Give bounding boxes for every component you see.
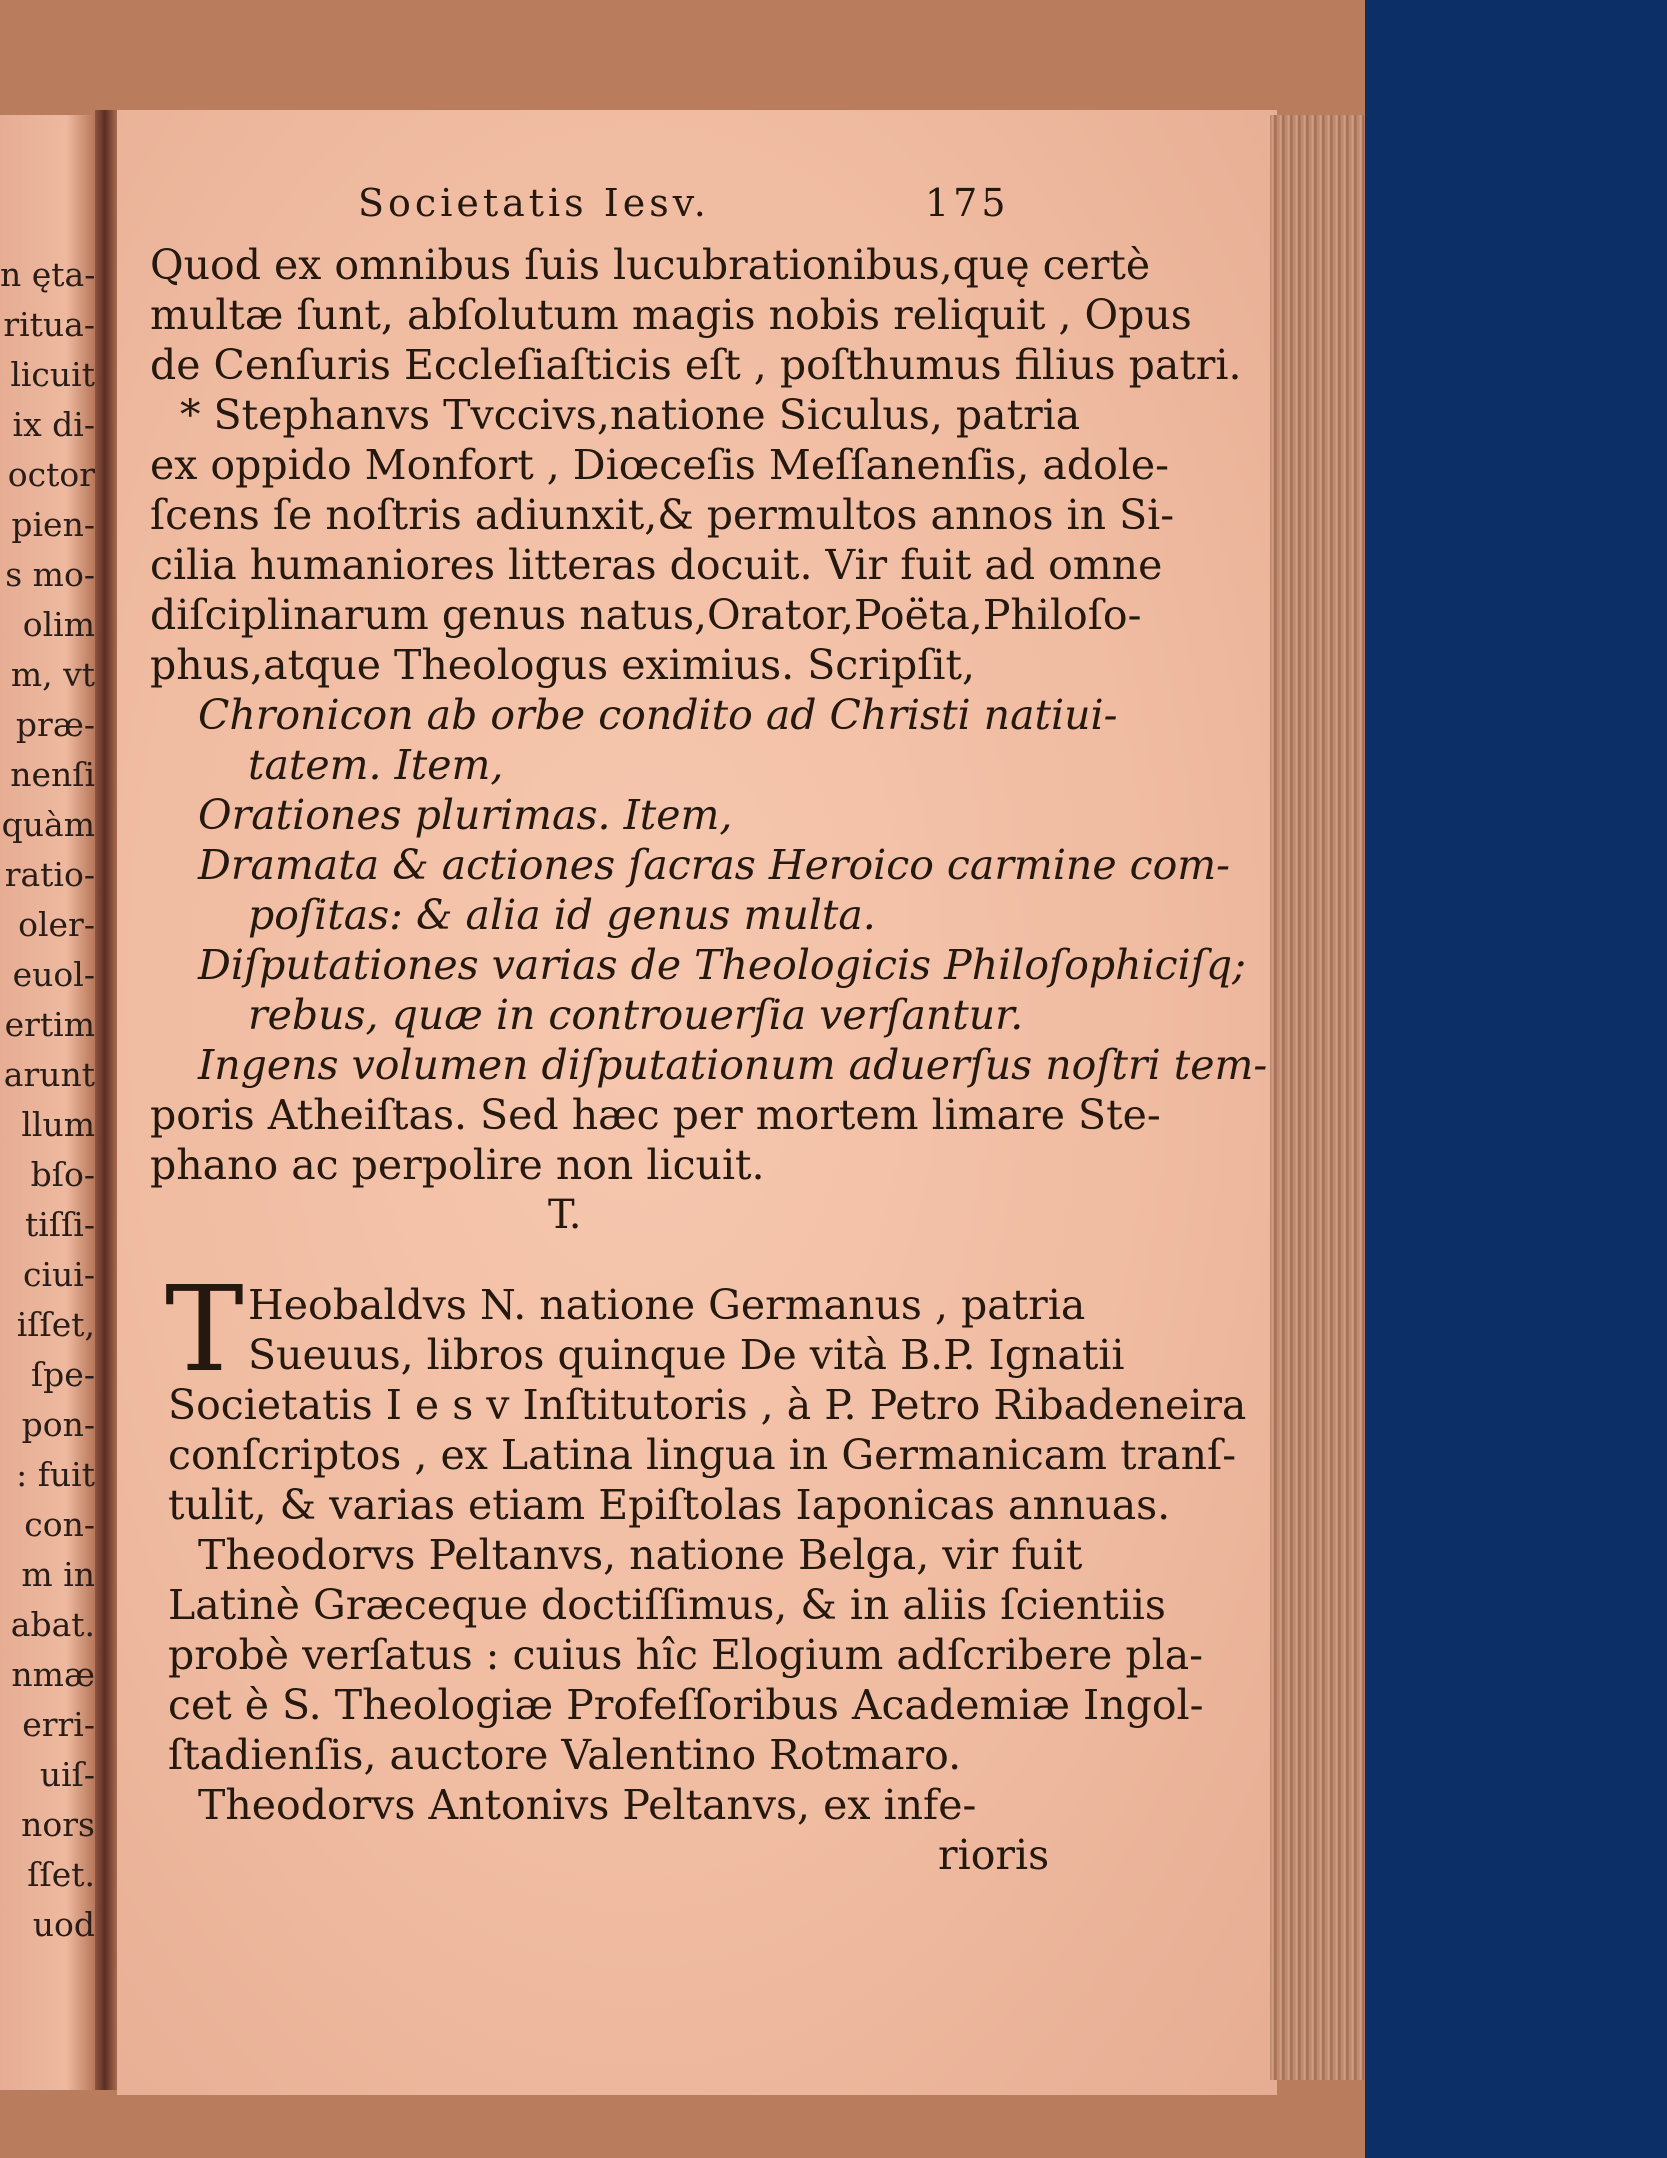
left-page-line: tiſſi- <box>25 1205 95 1244</box>
catchword: rioris <box>938 1831 1050 1879</box>
left-page-line: m, vt <box>10 655 95 694</box>
text-line: Diſputationes varias de Theologicis Philoſophiciſq; <box>198 941 1246 989</box>
text-line: Orationes plurimas. Item, <box>198 791 733 839</box>
left-page-line: s mo- <box>5 555 95 594</box>
text-line: cet è S. Theologiæ Profeſſoribus Academiæ Ingol- <box>168 1681 1204 1729</box>
page-number: 175 <box>925 181 1010 225</box>
left-page-line: llum <box>21 1105 95 1144</box>
text-line: rebus, quæ in controuerſia verſantur. <box>248 991 1024 1039</box>
text-line: ex oppido Monfort , Diœceſis Meſſanenſis, adole- <box>150 441 1169 489</box>
left-page-line: oler- <box>18 905 95 944</box>
left-page-line: licuit <box>10 355 95 394</box>
running-title: Societatis Iesv. <box>358 181 710 225</box>
text-line: Theodorvs Antonivs Peltanvs, ex infe- <box>198 1781 977 1829</box>
text-line: ſtadienſis, auctore Valentino Rotmaro. <box>168 1731 962 1779</box>
left-page-line: ritua- <box>3 305 95 344</box>
text-line: Sueuus, libros quinque De vità B.P. Ignatii <box>248 1331 1125 1379</box>
left-page-line: ix di- <box>12 405 95 444</box>
text-line: cilia humaniores litteras docuit. Vir fuit ad omne <box>150 541 1163 589</box>
text-line: Chronicon ab orbe condito ad Christi natiui- <box>198 691 1118 739</box>
text-line: * Stephanvs Tvccivs,natione Siculus, patria <box>180 391 1081 439</box>
text-line: de Cenſuris Eccleſiaſticis eſt , poſthumus filius patri. <box>150 341 1242 389</box>
left-page-line: pien- <box>11 505 95 544</box>
left-page-line: uiſ- <box>39 1755 95 1794</box>
text-line: Societatis I e s v Inſtitutoris , à P. Petro Ribadeneira <box>168 1381 1247 1429</box>
left-page-line: ertim <box>4 1005 95 1044</box>
left-page-line: euol- <box>12 955 95 994</box>
left-page-line: : fuit <box>16 1455 95 1494</box>
text-line: phano ac perpolire non licuit. <box>150 1141 765 1189</box>
left-page-line: nors <box>21 1805 95 1844</box>
text-line: probè verſatus : cuius hîc Elogium adſcribere pla- <box>168 1631 1203 1679</box>
left-page-line: præ- <box>15 705 95 744</box>
left-page-line: abat. <box>10 1605 95 1644</box>
left-page-line: uod <box>32 1905 95 1944</box>
text-line: ſcens ſe noſtris adiunxit,& permultos annos in Si- <box>150 491 1175 539</box>
text-line: tatem. Item, <box>248 741 504 789</box>
left-page-line: pon- <box>21 1405 95 1444</box>
left-page-line: ciui- <box>23 1255 95 1294</box>
text-line: poſitas: & alia id genus multa. <box>248 891 876 939</box>
left-page-line: iſſet, <box>16 1305 95 1344</box>
left-page-line: olim <box>22 605 95 644</box>
text-line: Dramata & actiones ſacras Heroico carmine com- <box>198 841 1231 889</box>
left-page-line: arunt <box>3 1055 95 1094</box>
left-page-line: ſſet. <box>27 1855 95 1894</box>
left-page-line: m in <box>21 1555 95 1594</box>
text-line: Latinè Græceque doctiſſimus, & in aliis ſcientiis <box>168 1581 1166 1629</box>
text-line: Heobaldvs N. natione Germanus , patria <box>248 1281 1086 1329</box>
drop-initial: T <box>165 1260 244 1398</box>
left-page-line: nmæ <box>11 1655 95 1694</box>
left-page-line: ſpe- <box>30 1355 95 1394</box>
section-letter: T. <box>548 1192 582 1238</box>
left-page-line: n ęta- <box>0 255 95 294</box>
left-page-line: quàm <box>1 805 95 844</box>
text-line: phus,atque Theologus eximius. Scripſit, <box>150 641 976 689</box>
left-page-line: ratio- <box>4 855 95 894</box>
text-line: conſcriptos , ex Latina lingua in Germanicam tranſ- <box>168 1431 1237 1479</box>
left-page-line: octor <box>7 455 95 494</box>
text-line: tulit, & varias etiam Epiſtolas Iaponicas annuas. <box>168 1481 1171 1529</box>
book-gutter <box>95 110 117 2090</box>
left-page-line: erri- <box>22 1705 95 1744</box>
text-line: poris Atheiſtas. Sed hæc per mortem limare Ste- <box>150 1091 1161 1139</box>
left-page-line: con- <box>24 1505 95 1544</box>
left-page-line: bſo- <box>30 1155 95 1194</box>
text-line: Theodorvs Peltanvs, natione Belga, vir fuit <box>198 1531 1083 1579</box>
text-line: Ingens volumen diſputationum aduerſus noſtri tem- <box>198 1041 1268 1089</box>
text-line: Quod ex omnibus ſuis lucubrationibus,quę certè <box>150 241 1151 289</box>
left-page-fragment <box>0 115 95 2090</box>
left-page-line: nenſi <box>10 755 95 794</box>
text-line: multæ ſunt, abſolutum magis nobis reliquit , Opus <box>150 291 1192 339</box>
text-line: diſciplinarum genus natus,Orator,Poëta,Philoſo- <box>150 591 1142 639</box>
page-edges <box>1270 115 1365 2080</box>
